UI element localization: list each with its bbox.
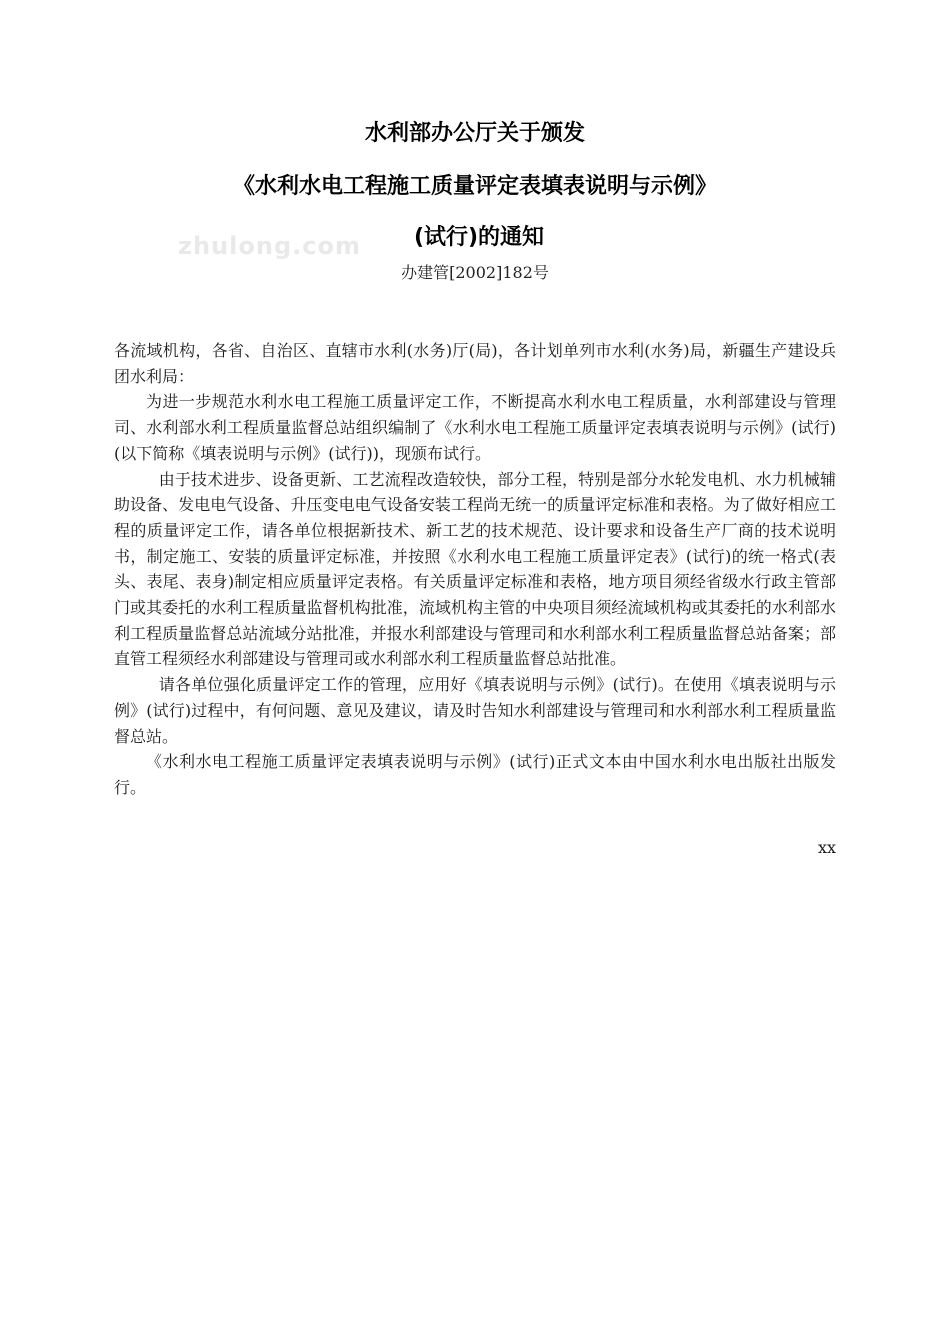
salutation: 各流域机构，各省、自治区、直辖市水利(水务)厅(局)，各计划单列市水利(水务)局，新疆生产建设兵团水利局： — [114, 341, 836, 386]
paragraph-3: 请各单位强化质量评定工作的管理，应用好《填表说明与示例》(试行)。在使用《填表说明与示例》(试行)过程中，有何问题、意见及建议，请及时告知水利部建设与管理司和水利部水利工程质量监督总站。 — [114, 675, 836, 746]
paragraph-4: 《水利水电工程施工质量评定表填表说明与示例》(试行)正式文本由中国水利水电出版社出版发行。 — [114, 752, 836, 797]
paragraph-2: 由于技术进步、设备更新、工艺流程改造较快，部分工程，特别是部分水轮发电机、水力机械辅助设备、发电电气设备、升压变电电气设备安装工程尚无统一的质量评定标准和表格。为了做好相应工程的质量评定工作，请各单位根据新技术、新工艺的技术规范、设计要求和设备生产厂商的技术说明书，制定施工、安装的质量评定标准，并按照《水利水电工程施工质量评定表》(试行)的统一格式(表头、表尾、表身)制定相应质量评定表格。有关质量评定标准和表格，地方项目须经省级水行政主管部门或其委托的水利工程质量监督机构批准，流域机构主管的中央项目须经流域机构或其委托的水利部水利工程质量监督总站流域分站批准，并报水利部建设与管理司和水利部水利工程质量监督总站备案；部直管工程须经水利部建设与管理司或水利部水利工程质量监督总站批准。 — [114, 469, 836, 669]
signature: xx — [817, 838, 836, 857]
document-body — [114, 338, 836, 801]
title-line-1: 水利部办公厅关于颁发 — [364, 121, 585, 146]
document-number: 办建管[2002]182号 — [401, 263, 549, 282]
paragraph-1: 为进一步规范水利水电工程施工质量评定工作，不断提高水利水电工程质量，水利部建设与管理司、水利部水利工程质量监督总站组织编制了《水利水电工程施工质量评定表填表说明与示例》(试行)(以下简称《填表说明与示例》(试行))，现颁布试行。 — [114, 392, 836, 463]
watermark: zhulong.com — [178, 232, 361, 260]
title-line-2: 《水利水电工程施工质量评定表填表说明与示例》 — [232, 174, 717, 199]
title-line-3: (试行)的通知 — [413, 225, 545, 250]
